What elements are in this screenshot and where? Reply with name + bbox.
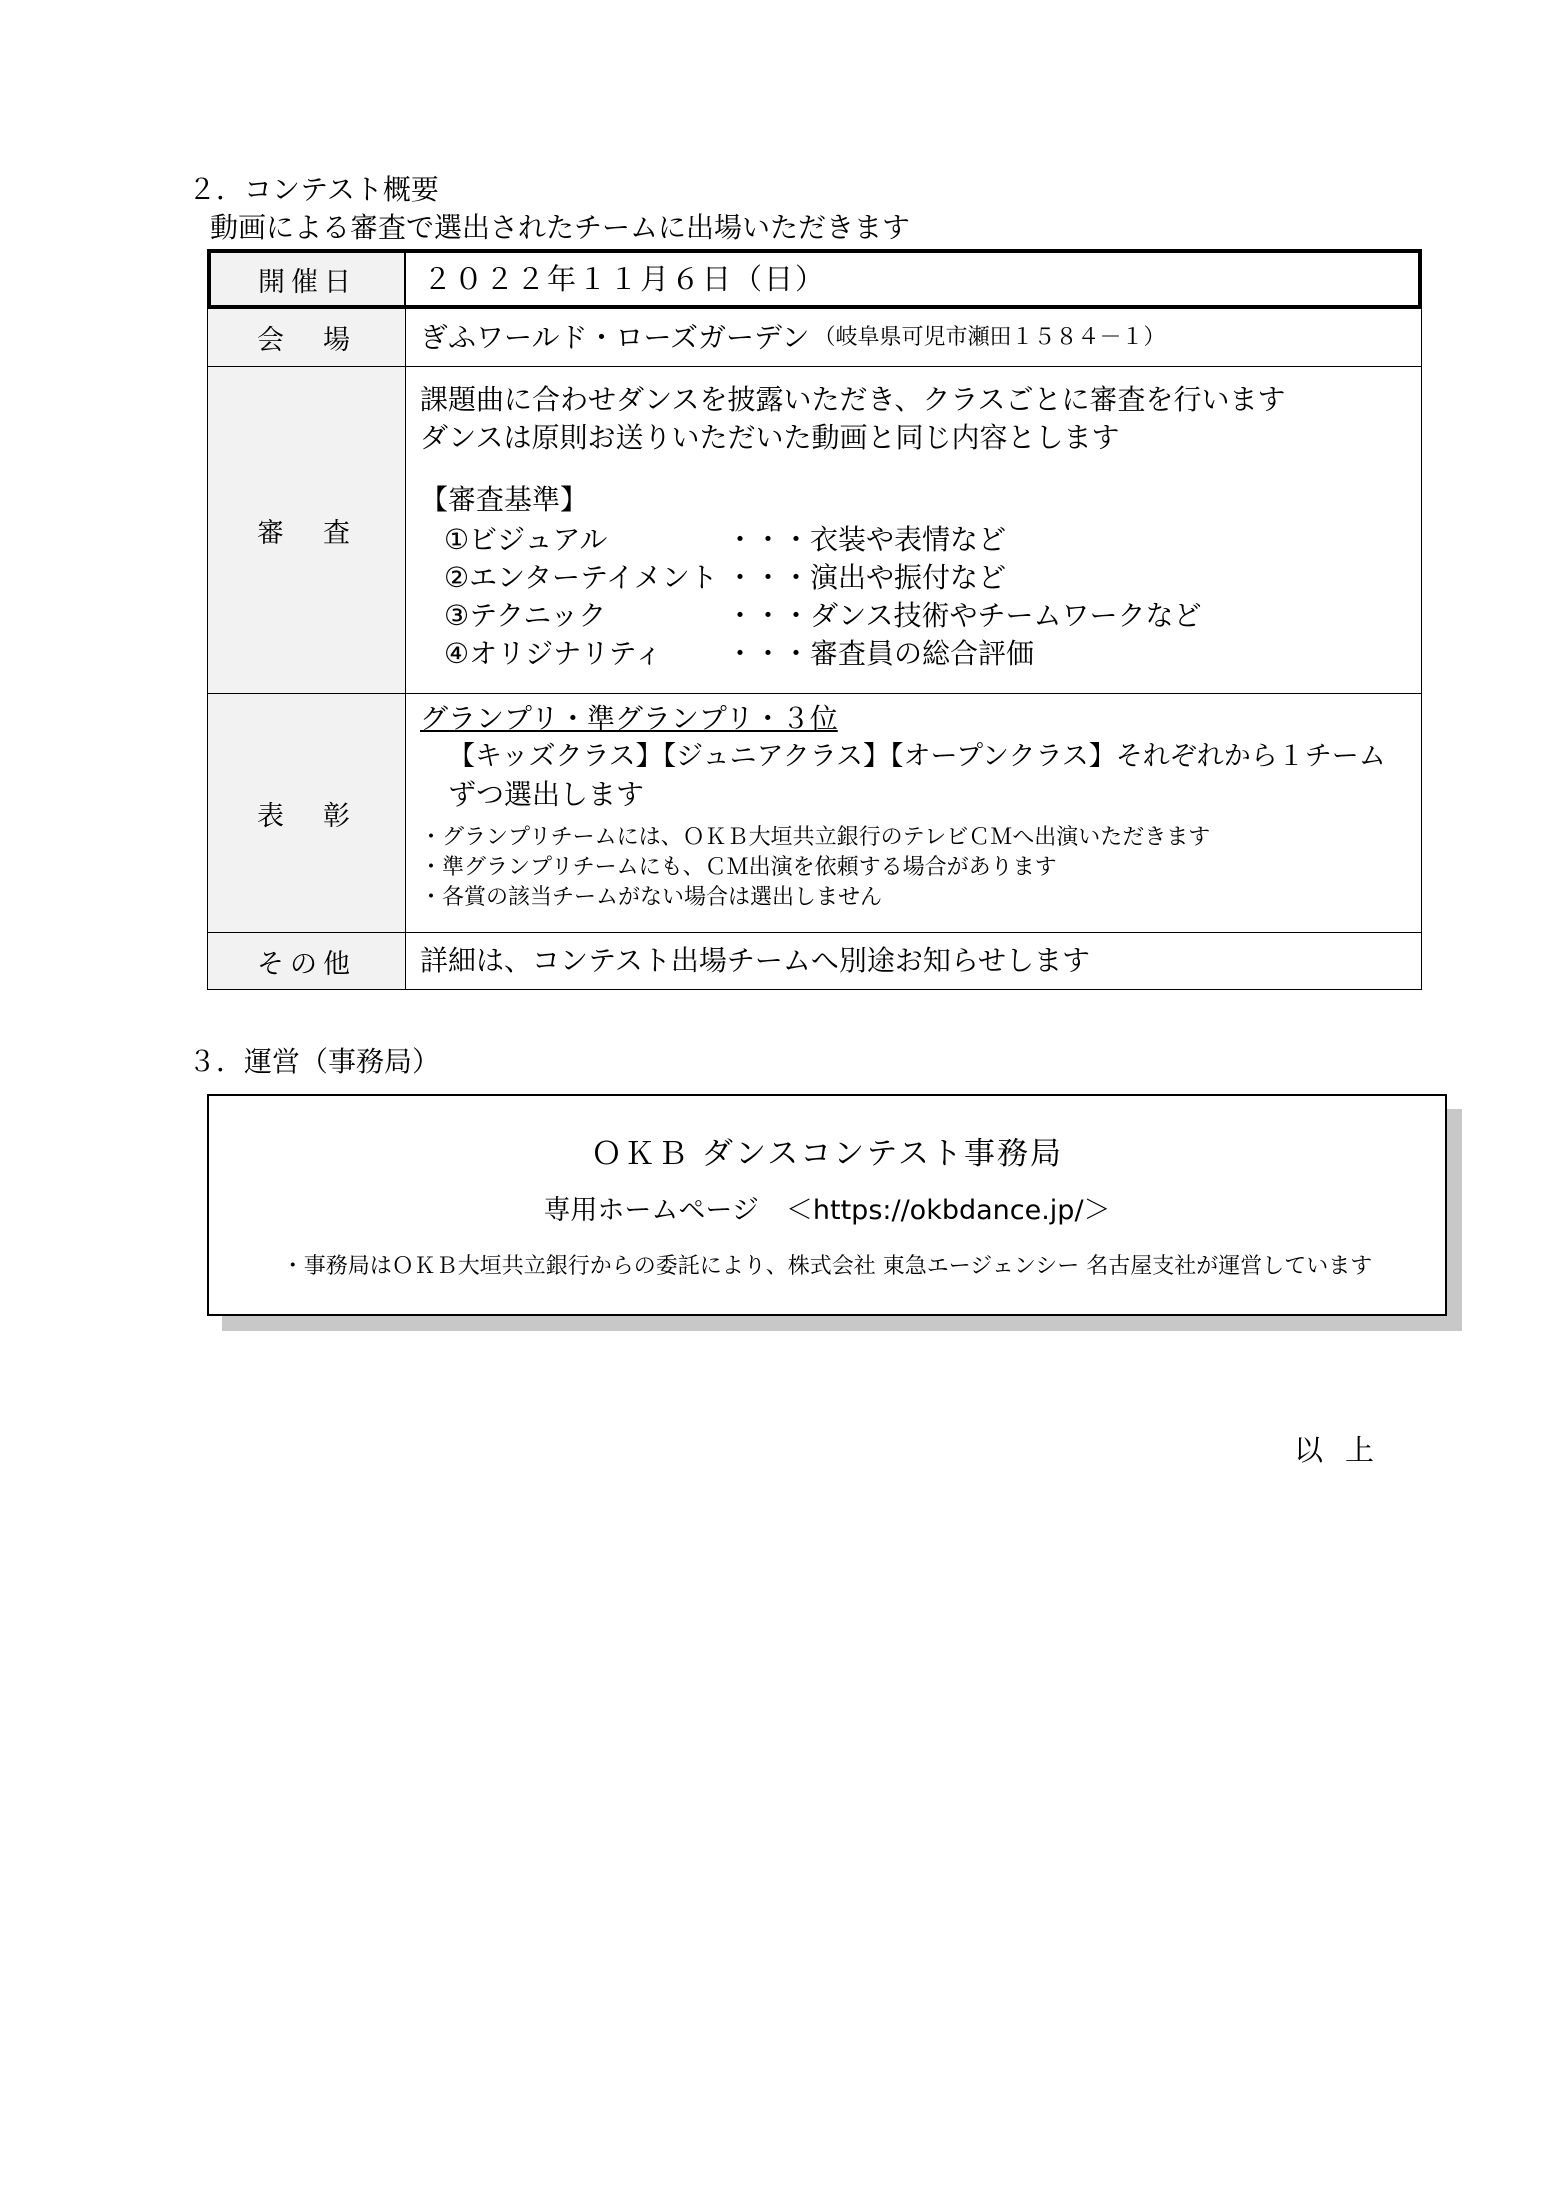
venue-label: 会 場 (208, 309, 406, 366)
award-note-2: ・準グランプリチームにも、ＣＭ出演を依頼する場合があります (420, 855, 1057, 880)
homepage-link[interactable]: 専用ホームページ ＜https://okbdance.jp/＞ (543, 1195, 1111, 1226)
award-line-1: 【キッズクラス】【ジュニアクラス】【オープンクラス】それぞれから１チーム (448, 741, 1386, 772)
other-label: その他 (208, 933, 406, 989)
date-label: 開催日 (211, 253, 406, 305)
table-row-date (207, 249, 1422, 309)
other-value: 詳細は、コンテスト出場チームへ別途お知らせします (420, 944, 1091, 977)
table-row-judging (207, 367, 1422, 694)
judging-line-2: ダンスは原則お送りいただいた動画と同じ内容とします (420, 421, 1120, 454)
office-box (207, 1094, 1447, 1316)
venue-address: （岐阜県可児市瀬田１５８４－１） (813, 324, 1166, 350)
criterion-name-2: ②エンターテイメント (444, 561, 718, 594)
award-heading: グランプリ・準グランプリ・３位 (420, 702, 838, 735)
criterion-desc-2: ・・・演出や振付など (726, 561, 1007, 594)
office-note: ・事務局はＯＫＢ大垣共立銀行からの委託により、株式会社 東急エージェンシー 名古屋支社が運営しています (281, 1254, 1373, 1279)
table-row-other (207, 933, 1422, 990)
criterion-name-4: ④オリジナリティ (444, 637, 663, 670)
judging-line-1: 課題曲に合わせダンスを披露いただき、クラスごとに審査を行います (420, 383, 1286, 416)
award-line-2: ずつ選出します (448, 778, 645, 811)
section-2-intro: 動画による審査で選出されたチームに出場いただきます (210, 211, 911, 244)
table-row-award (207, 694, 1422, 933)
contest-overview-table (207, 249, 1422, 990)
closing-mark: 以上 (1294, 1433, 1397, 1467)
section-3-title: ３．運営（事務局） (188, 1045, 441, 1078)
venue-name: ぎふワールド・ローズガーデン (420, 320, 810, 354)
office-name: ＯＫＢ ダンスコンテスト事務局 (591, 1136, 1063, 1172)
criteria-heading: 【審査基準】 (420, 483, 589, 516)
criterion-desc-3: ・・・ダンス技術やチームワークなど (726, 599, 1202, 632)
criterion-name-3: ③テクニック (444, 599, 607, 632)
table-row-venue (207, 309, 1422, 367)
criterion-desc-1: ・・・衣装や表情など (726, 523, 1007, 556)
criterion-desc-4: ・・・審査員の総合評価 (726, 637, 1035, 670)
criterion-name-1: ①ビジュアル (444, 523, 608, 556)
award-label: 表 彰 (208, 694, 406, 932)
section-2-title: ２．コンテスト概要 (188, 173, 439, 206)
award-note-1: ・グランプリチームには、ＯＫＢ大垣共立銀行のテレビＣＭへ出演いただきます (420, 825, 1211, 850)
judging-label: 審 査 (208, 367, 406, 693)
award-note-3: ・各賞の該当チームがない場合は選出しません (420, 885, 883, 910)
date-value: ２０２２年１１月６日（日） (423, 262, 827, 296)
